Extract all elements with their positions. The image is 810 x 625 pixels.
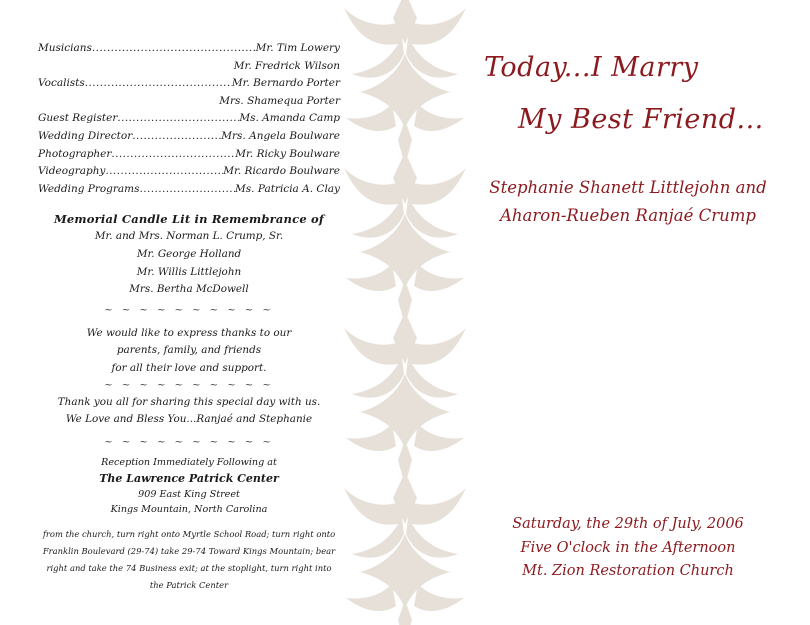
leader-dots (92, 40, 256, 58)
credit-role: Musicians (38, 42, 92, 54)
credit-name: Mrs. Shamequa Porter (219, 94, 340, 107)
thanks-message (38, 325, 340, 378)
tilde-divider: ~ ~ ~ ~ ~ ~ ~ ~ ~ ~ (104, 304, 274, 316)
cover-title-line-1: Today...I Marry (484, 52, 699, 83)
closing-line: We Love and Bless You...Ranjaé and Stephanie (65, 413, 313, 426)
credit-name: Mr. Ricardo Boulware (223, 165, 340, 178)
credits-list (38, 40, 340, 198)
credit-role: Guest Register (38, 112, 118, 125)
credit-row (38, 110, 340, 128)
credit-name: Mr. Bernardo Porter (231, 77, 340, 90)
ceremony-location: Mt. Zion Restoration Church (522, 563, 734, 579)
memorial-name: Mr. George Holland (136, 247, 242, 260)
ceremony-time: Five O'clock in the Afternoon (520, 539, 736, 556)
credit-row (38, 93, 340, 111)
credit-row (38, 58, 340, 76)
ceremony-details (470, 513, 786, 584)
tilde-divider: ~ ~ ~ ~ ~ ~ ~ ~ ~ ~ (104, 436, 274, 448)
memorial-name: Mrs. Bertha McDowell (129, 283, 249, 296)
memorial-name: Mr. and Mrs. Norman L. Crump, Sr. (94, 230, 284, 243)
bride-name: Stephanie Shanett Littlejohn and (489, 178, 767, 197)
credit-row (38, 40, 340, 58)
leader-dots (132, 128, 221, 146)
credit-role: Wedding Director (38, 129, 133, 142)
credit-role: Photographer (38, 147, 112, 160)
program-inside-panel (38, 40, 340, 594)
leader-dots (140, 181, 236, 199)
damask-ornament-band (342, 0, 468, 625)
memorial-heading: Memorial Candle Lit in Remembrance of (53, 212, 325, 227)
groom-name: Aharon-Rueben Ranjaé Crump (500, 206, 756, 225)
venue-name: The Lawrence Patrick Center (99, 471, 279, 485)
ceremony-date: Saturday, the 29th of July, 2006 (512, 516, 744, 532)
driving-directions: from the church, turn right onto Myrtle School Road; turn right onto Franklin Boulevard (29-74) take 29-74 Toward Kings Mountain; bear right and take the 74 Business exit; at the stoplight, turn right into the Patrick Center (42, 528, 336, 590)
credit-role: Wedding Programs (38, 182, 140, 195)
credit-role: Vocalists (38, 77, 85, 90)
closing-line: Thank you all for sharing this special day with us. (57, 395, 321, 408)
credit-row (38, 75, 340, 93)
leader-dots (105, 163, 223, 181)
credit-row (38, 181, 340, 199)
credit-name: Ms. Patricia A. Clay (235, 182, 340, 195)
thanks-line: We would like to express thanks to our (86, 326, 292, 339)
closing-message (38, 394, 340, 429)
credit-name: Ms. Amanda Camp (239, 112, 340, 125)
thanks-line: for all their love and support. (111, 361, 267, 374)
leader-dots (111, 146, 235, 164)
tilde-divider: ~ ~ ~ ~ ~ ~ ~ ~ ~ ~ (104, 379, 274, 391)
credit-row (38, 146, 340, 164)
credit-row (38, 128, 340, 146)
program-cover-panel (470, 0, 800, 625)
credit-name: Mr. Tim Lowery (255, 42, 340, 54)
leader-dots (117, 110, 239, 128)
credit-name: Mrs. Angela Boulware (221, 129, 340, 142)
credit-name: Mr. Fredrick Wilson (233, 59, 340, 72)
credit-name: Mr. Ricky Boulware (235, 147, 340, 160)
credit-role: Videography (38, 165, 106, 178)
venue-address-street: 909 East King Street (138, 488, 240, 500)
cover-title-line-2: My Best Friend... (518, 104, 764, 135)
couple-names (470, 174, 786, 230)
reception-label: Reception Immediately Following at (101, 456, 277, 468)
leader-dots (85, 75, 232, 93)
thanks-line: parents, family, and friends (116, 344, 262, 357)
venue-address-city: Kings Mountain, North Carolina (110, 504, 268, 516)
memorial-name: Mr. Willis Littlejohn (136, 265, 242, 278)
memorial-names (38, 228, 340, 298)
credit-row (38, 163, 340, 181)
